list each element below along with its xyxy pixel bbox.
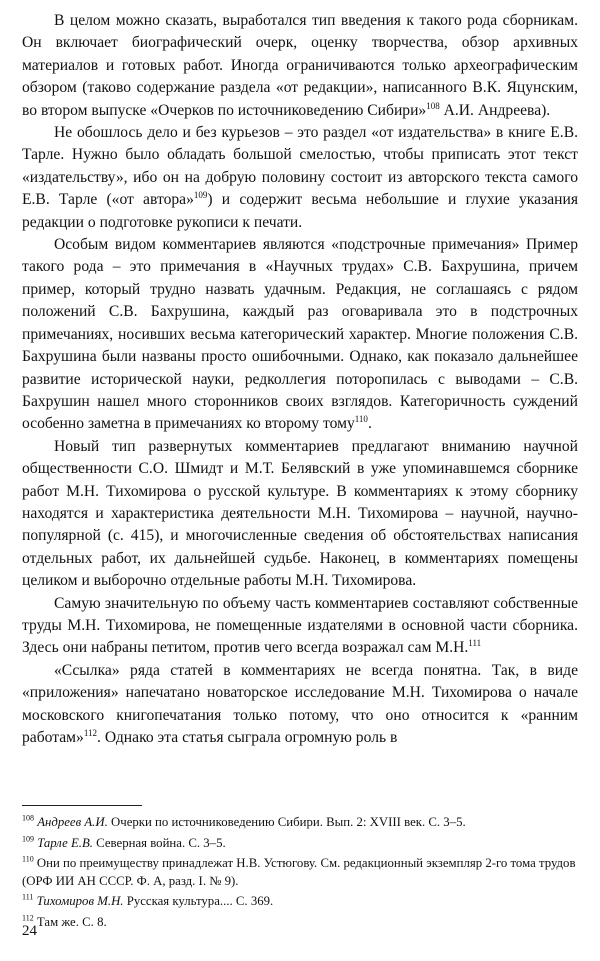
footnote-110: $^{110}$ Они по преимуществу принадлежат Н.В. Устюгову. См. редакционный экземпляр 2-го тома трудов (ОРФ ИИ АН СССР. Ф. А, разд. I. № 9).: [22, 854, 576, 888]
footnotes: [22, 814, 578, 934]
paragraph-4: Новый тип развернутых комментариев предлагают вниманию научной общественности С.О. Шмидт и М.Т. Белявский в уже упоминавшемся сборнике работ М.Н. Тихомирова о русской культуре. В комментариях к этому сборнику находятся и характеристика деятельности М.Н. Тихомирова – научной, научно-популярной (с. 415), и многочисленные сведения об обстоятельствах написания отдельных работ, их дальнейшей судьбе. Наконец, в комментариях помещены целиком и выборочно отдельные работы М.Н. Тихомирова.: [22, 437, 578, 590]
page-number: 24: [22, 923, 37, 939]
footnote-112: $^{112}$ Там же. С. 8.: [22, 913, 107, 929]
paragraph-3: Особым видом комментариев являются «подстрочные примечания» Пример такого рода – это примечания в «Научных трудах» С.В. Бахрушина, причем пример, который трудно назвать удачным. Редакция, не соглашаясь с рядом положений С.В. Бахрушина, каждый раз оговаривала это в подстрочных примечаниях, носивших весьма категорический характер. Многие положения С.В. Бахрушина были названы просто ошибочными. Однако, как показало дальнейшее развитие исторической науки, редколлегия поторопилась с выводами – С.В. Бахрушин нашел много сторонников своих взглядов. Категоричность суждений особенно заметна в примечаниях ко второму тому$^{110}$.: [22, 236, 578, 433]
footnote-ref-109[interactable]: 109: [193, 190, 208, 201]
footnote-111: $^{111}$ Тихомиров М.Н. Русская культура.... С. 369.: [22, 892, 274, 908]
footnote-divider: [22, 805, 142, 806]
main-text: [22, 10, 578, 749]
paragraph-2: Не обошлось дело и без курьезов – это раздел «от издательства» в книге Е.В. Тарле. Нужно было обладать большой смелостью, чтобы приписать этот текст «издательству», ибо он на добрую половину состоит из авторского текста самого Е.В. Тарле («от автора»$^{109}$) и содержит весьма небольшие и глухие указания редакции о подготовке рукописи к печати.: [22, 124, 579, 231]
paragraph-6: «Ссылка» ряда статей в комментариях не всегда понятна. Так, в виде «приложения» напечатано новаторское исследование М.Н. Тихомирова о начале московского книгопечатания только потому, что оно относится к «ранним работам»$^{112}$. Однако эта статья сыграла огромную роль в: [22, 661, 578, 746]
footnote-ref-110[interactable]: 110: [354, 414, 368, 425]
footnote-109: $^{109}$ Тарле Е.В. Северная война. С. 3–5.: [22, 834, 226, 850]
footnote-108: $^{108}$ Андреев А.И. Очерки по источниковедению Сибири. Вып. 2: XVIII век. С. 3–5.: [22, 813, 466, 829]
footnote-ref-111[interactable]: 111: [468, 638, 482, 649]
paragraph-1: В целом можно сказать, выработался тип введения к такого рода сборникам. Он включает биографический очерк, оценку творчества, обзор архивных материалов и готовых работ. Иногда ограничиваются только археографическим обзором (таково содержание раздела «от редакции», написанного В.К. Яцунским, во втором выпуске «Очерков по источниковедению Сибири»$^{108}$ А.И. Андреева).: [22, 12, 578, 119]
footnote-ref-108[interactable]: 108: [426, 100, 440, 111]
footnote-ref-112[interactable]: 112: [83, 727, 98, 738]
paragraph-5: Самую значительную по объему часть комментариев составляют собственные труды М.Н. Тихомирова, не помещенные издателями в основной части сборника. Здесь они набраны петитом, против чего всегда возражал сам М.Н.$^{111}$: [22, 594, 578, 657]
